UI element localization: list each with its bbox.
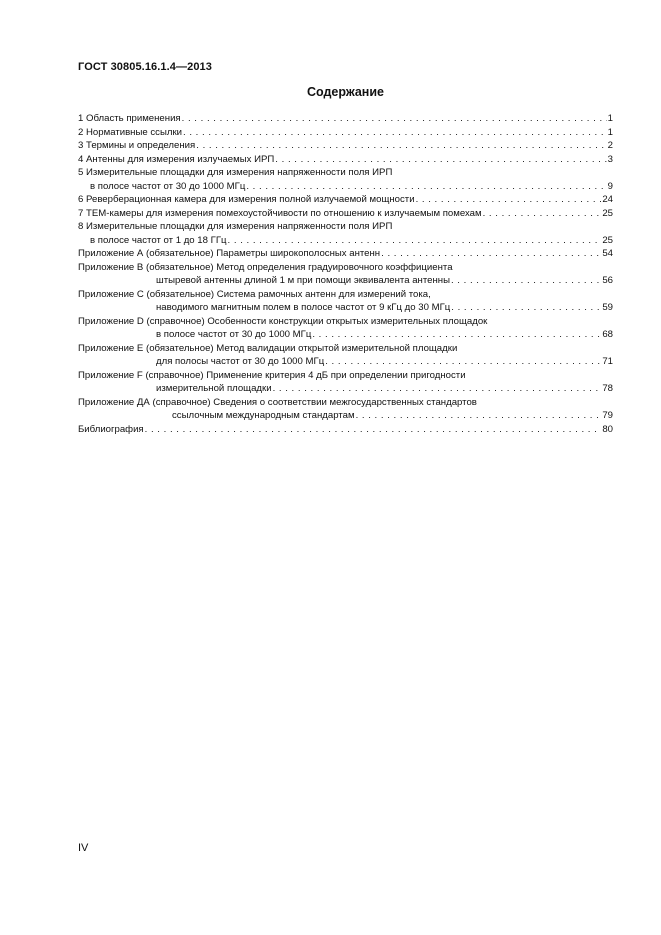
toc-page-number: 25 [602,234,613,246]
toc-entry-text: Приложение В (обязательное) Метод определения градуировочного коэффициента [78,261,453,273]
toc-entry-text: Приложение F (справочное) Применение критерия 4 дБ при определении пригодности [78,369,466,381]
toc-entry[interactable] [78,369,613,396]
toc-entry-line [78,207,613,221]
toc-entry[interactable] [78,166,613,193]
toc-entry-text: Приложение С (обязательное) Система рамочных антенн для измерений тока, [78,288,431,300]
toc-entry-text: 1 Область применения [78,113,181,124]
toc-entry[interactable] [78,193,613,207]
toc-entry[interactable] [78,261,613,288]
toc-page-number: 9 [607,180,613,192]
toc-page-number: 3 [607,153,613,165]
leader-dots [183,126,607,140]
toc-entry-text: 8 Измерительные площадки для измерения напряженности поля ИРП [78,221,393,232]
leader-dots [196,139,606,153]
toc-entry-line [78,247,613,261]
toc-entry-text: Приложение D (справочное) Особенности конструкции открытых измерительных площадок [78,315,488,327]
toc-entry-line [78,382,613,396]
leader-dots [381,247,601,261]
toc-entry-text: 3 Термины и определения [78,140,196,151]
leader-dots [483,207,602,221]
toc-entry-line [78,234,613,248]
toc-entry[interactable] [78,220,613,247]
leader-dots [416,193,602,207]
toc-entry-text: в полосе частот от 1 до 18 ГГц [90,234,227,246]
page-title: Содержание [306,85,384,99]
toc-entry-text: в полосе частот от 30 до 1000 МГц [156,329,312,340]
toc-entry-text: наводимого магнитным полем в полосе частот от 9 кГц до 30 МГц [156,302,451,313]
toc-entry-line [78,193,613,207]
toc-page-number: 2 [607,140,613,151]
toc-entry-text: 4 Антенны для измерения излучаемых ИРП [78,153,275,165]
toc-entry-line [78,153,613,167]
toc-entry-text: 7 ТЕМ-камеры для измерения помехоустойчивости по отношению к излучаемым помехам [78,207,482,219]
toc-entry[interactable] [78,396,613,423]
toc-entry-line [78,328,613,342]
toc-page-number: 80 [602,423,613,435]
toc-entry[interactable] [78,126,613,140]
leader-dots [182,112,607,126]
leader-dots [451,274,601,288]
toc-page-number: 24 [602,194,613,205]
toc-entry[interactable] [78,423,613,437]
toc-page-number: 59 [602,302,613,313]
table-of-contents [78,112,613,436]
toc-page-number: 79 [602,410,613,421]
toc-entry[interactable] [78,247,613,261]
page-number: IV [78,842,89,854]
toc-entry-line [78,409,613,423]
toc-entry-line [78,355,613,369]
toc-entry-text: 5 Измерительные площадки для измерения напряженности поля ИРП [78,167,393,178]
toc-page-number: 25 [602,207,613,219]
toc-page-number: 71 [602,356,613,367]
toc-entry[interactable] [78,139,613,153]
toc-entry-text: Приложение А (обязательное) Параметры широкополосных антенн [78,248,381,259]
leader-dots [312,328,601,342]
toc-entry-line [78,126,613,140]
toc-entry-line [78,274,613,288]
toc-entry-text: в полосе частот от 30 до 1000 МГц [90,180,246,192]
toc-entry-text: ссылочным международным стандартам [172,410,355,421]
toc-entry[interactable] [78,207,613,221]
toc-page-number: 78 [602,383,613,394]
leader-dots [275,153,606,167]
toc-page-number: 56 [602,275,613,286]
leader-dots [246,180,606,194]
toc-entry[interactable] [78,342,613,369]
toc-entry-line [78,180,613,194]
toc-entry[interactable] [78,153,613,167]
toc-entry[interactable] [78,288,613,315]
toc-entry-text: штыревой антенны длиной 1 м при помощи эквивалента антенны [156,275,450,286]
toc-page-number: 1 [607,113,613,124]
toc-entry-text: 2 Нормативные ссылки [78,126,183,138]
toc-entry-text: измерительной площадки [156,383,272,394]
leader-dots [145,423,602,437]
toc-entry-text: Приложение Е (обязательное) Метод валидации открытой измерительной площадки [78,342,458,354]
toc-entry-line [78,301,613,315]
toc-entry-text: Библиография [78,423,144,435]
toc-entry-line [78,423,613,437]
leader-dots [356,409,602,423]
leader-dots [451,301,601,315]
leader-dots [273,382,602,396]
toc-entry[interactable] [78,315,613,342]
toc-entry-line [78,139,613,153]
toc-page-number: 54 [602,248,613,259]
toc-page-number: 68 [602,329,613,340]
leader-dots [228,234,602,248]
toc-entry-text: для полосы частот от 30 до 1000 МГц [156,356,325,367]
toc-entry[interactable] [78,112,613,126]
leader-dots [325,355,601,369]
document-header: ГОСТ 30805.16.1.4—2013 [78,61,212,73]
toc-entry-text: 6 Реверберационная камера для измерения полной излучаемой мощности [78,194,415,205]
toc-entry-text: Приложение ДА (справочное) Сведения о соответствии межгосударственных стандартов [78,396,477,408]
toc-entry-line [78,112,613,126]
toc-page-number: 1 [607,126,613,138]
